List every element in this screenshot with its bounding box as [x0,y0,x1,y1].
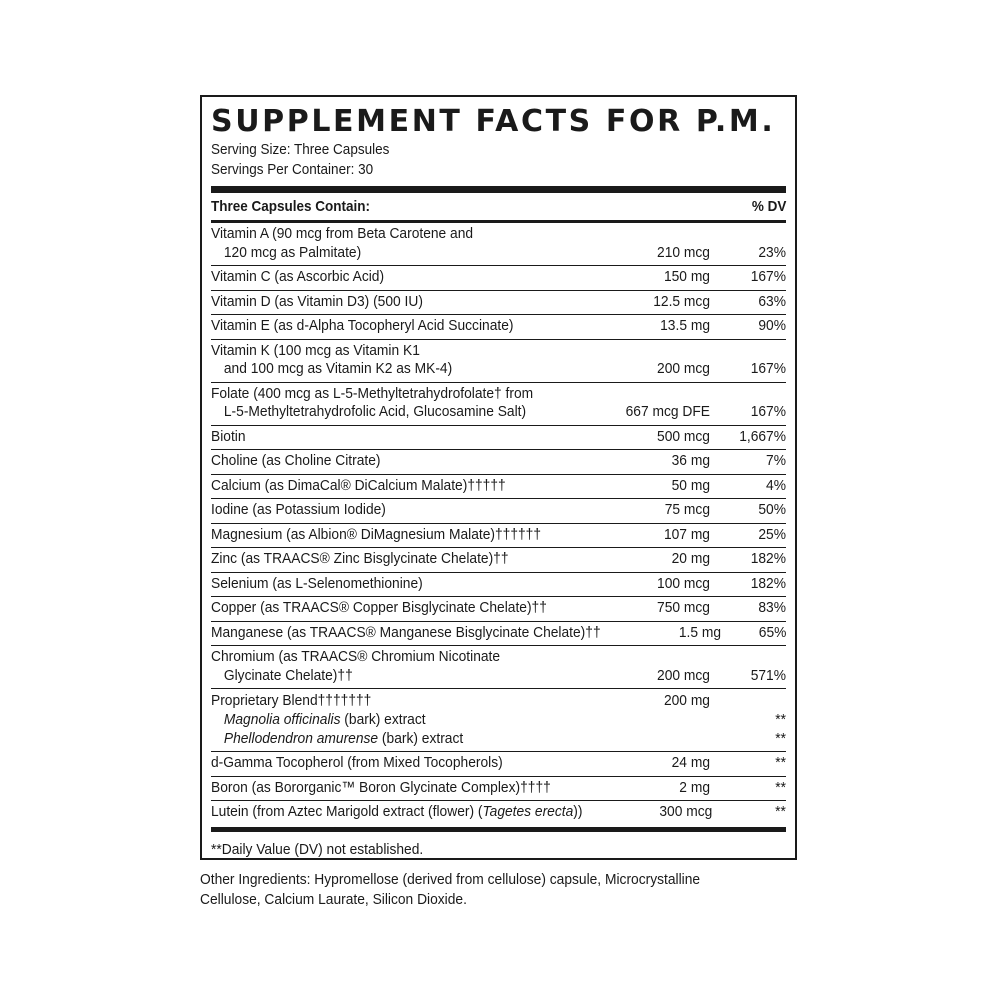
nutrient-name: Vitamin K (100 mcg as Vitamin K1 [211,341,420,359]
proprietary-blend [211,689,786,752]
nutrient-dv: 25% [758,525,786,543]
lutein-amount: 300 mcg [659,803,713,820]
supplement-facts-panel [200,95,797,860]
thick-divider [211,186,786,193]
nutrient-dv: 63% [758,292,786,310]
nutrient-amount: 36 mg [671,452,710,469]
nutrient-amount: 2 mg [679,778,710,796]
footnote: **Daily Value (DV) not established. [211,840,424,858]
nutrient-row [211,223,786,266]
nutrient-amount: 1.5 mg [678,623,721,641]
nutrient-dv: 167% [750,360,786,377]
nutrient-dv: 83% [758,599,786,616]
blend-item-dv: ** [775,711,786,728]
nutrient-row [211,475,786,500]
nutrient-name: Biotin [211,427,246,445]
panel-title: SUPPLEMENT FACTS FOR P.M. [211,104,776,139]
nutrient-amount: 750 mcg [657,599,710,616]
nutrient-amount: 100 mcg [657,574,710,592]
nutrient-name-cont: L-5-Methyltetrahydrofolic Acid, Glucosamine Salt) [223,403,527,420]
nutrient-dv: 65% [758,623,786,641]
nutrient-rows [211,223,786,689]
nutrient-name-cont: Glycinate Chelate)†† [223,666,353,684]
nutrient-amount: 667 mcg DFE [625,403,710,420]
nutrient-name: Magnesium (as Albion® DiMagnesium Malate)†††††† [211,525,542,543]
nutrient-name: Vitamin D (as Vitamin D3) (500 IU) [211,292,423,310]
blend-item-dv: ** [775,730,786,747]
nutrient-row [211,597,786,622]
nutrient-dv: 1,667% [739,427,786,445]
nutrient-dv: 182% [750,574,786,592]
nutrient-dv: 571% [750,666,786,684]
nutrient-row [211,752,786,777]
nutrient-dv: 182% [750,550,786,567]
nutrient-amount: 210 mcg [657,243,710,261]
nutrient-amount: 200 mcg [657,360,710,377]
blend-dv [716,691,786,710]
nutrient-dv: ** [775,778,786,796]
table-header [211,193,786,223]
blend-item [211,729,786,748]
blend-name: Proprietary Blend††††††† [211,692,372,709]
nutrient-row [211,777,786,802]
nutrient-row [211,266,786,291]
nutrient-row [211,291,786,316]
nutrient-dv: 167% [750,403,786,420]
other-ingredients: Other Ingredients: Hypromellose (derived from cellulose) capsule, Microcrystalline Cellulose, Calcium Laurate, Silicon Dioxide. [200,871,701,908]
nutrient-row [211,315,786,340]
nutrient-amount: 500 mcg [657,427,710,445]
header-contain: Three Capsules Contain: [211,198,371,215]
nutrient-dv: 23% [758,243,786,261]
nutrient-amount: 75 mcg [664,501,710,518]
nutrient-name: Calcium (as DimaCal® DiCalcium Malate)††††† [211,476,506,494]
nutrient-dv: 50% [758,501,786,518]
nutrient-row [211,426,786,451]
nutrient-name: Selenium (as L-Selenomethionine) [211,574,423,592]
nutrient-dv: 167% [750,268,786,285]
blend-item [211,710,786,729]
lutein-name-post: )) [573,803,583,820]
nutrient-name: Boron (as Bororganic™ Boron Glycinate Complex)†††† [211,778,551,796]
nutrient-name: Copper (as TRAACS® Copper Bisglycinate Chelate)†† [211,599,547,616]
nutrient-name: Zinc (as TRAACS® Zinc Bisglycinate Chelate)†† [211,550,509,567]
nutrient-row [211,573,786,598]
nutrient-name: d-Gamma Tocopherol (from Mixed Tocopherols) [211,754,503,771]
nutrient-row [211,622,786,647]
blend-amount: 200 mg [663,692,710,709]
blend-item-part: (bark) extract [340,711,426,728]
lutein-name-pre: Lutein (from Aztec Marigold extract (flower) ( [211,803,483,820]
nutrient-dv: ** [775,754,786,771]
nutrient-row [211,340,786,383]
nutrient-name: Vitamin E (as d-Alpha Tocopheryl Acid Succinate) [211,317,514,334]
nutrient-dv: 90% [758,317,786,334]
nutrient-name: Chromium (as TRAACS® Chromium Nicotinate [211,648,501,665]
nutrient-row [211,524,786,549]
servings-per-container: Servings Per Container: 30 [211,161,374,178]
nutrient-name-cont: 120 mcg as Palmitate) [223,243,362,261]
header-dv: % DV [751,198,786,215]
nutrient-row [211,646,786,689]
nutrient-amount: 107 mg [663,525,710,543]
nutrient-name: Folate (400 mcg as L-5-Methyltetrahydrofolate† from [211,384,534,402]
nutrient-amount: 50 mg [671,476,710,494]
nutrient-amount: 200 mcg [657,666,710,684]
nutrient-amount: 20 mg [671,550,710,567]
blend-header-row [211,691,786,710]
nutrient-name: Choline (as Choline Citrate) [211,452,381,469]
lutein-row [211,801,786,825]
nutrient-row [211,383,786,426]
nutrient-amount: 150 mg [663,268,710,285]
nutrient-name: Vitamin C (as Ascorbic Acid) [211,268,385,285]
lutein-dv: ** [775,803,786,820]
nutrient-dv: 7% [766,452,786,469]
lutein-latin: Tagetes erecta [482,803,574,820]
nutrient-amount: 13.5 mg [660,317,710,334]
nutrient-row [211,548,786,573]
nutrient-name: Manganese (as TRAACS® Manganese Bisglycinate Chelate)†† [211,623,601,641]
nutrient-amount: 24 mg [671,754,710,771]
serving-size: Serving Size: Three Capsules [211,141,390,158]
nutrient-name-cont: and 100 mcg as Vitamin K2 as MK-4) [223,360,453,377]
nutrient-dv: 4% [766,476,786,494]
nutrient-name: Iodine (as Potassium Iodide) [211,501,386,518]
blend-item-latin: Phellodendron amurense [223,730,379,747]
nutrient-row [211,450,786,475]
nutrient-row [211,499,786,524]
blend-item-latin: Magnolia officinalis [223,711,341,728]
nutrient-amount: 12.5 mcg [653,292,710,310]
nutrient-rows-2 [211,752,786,801]
footer-divider [211,827,786,832]
blend-item-part: (bark) extract [378,730,464,747]
nutrient-name: Vitamin A (90 mcg from Beta Carotene and [211,225,474,242]
